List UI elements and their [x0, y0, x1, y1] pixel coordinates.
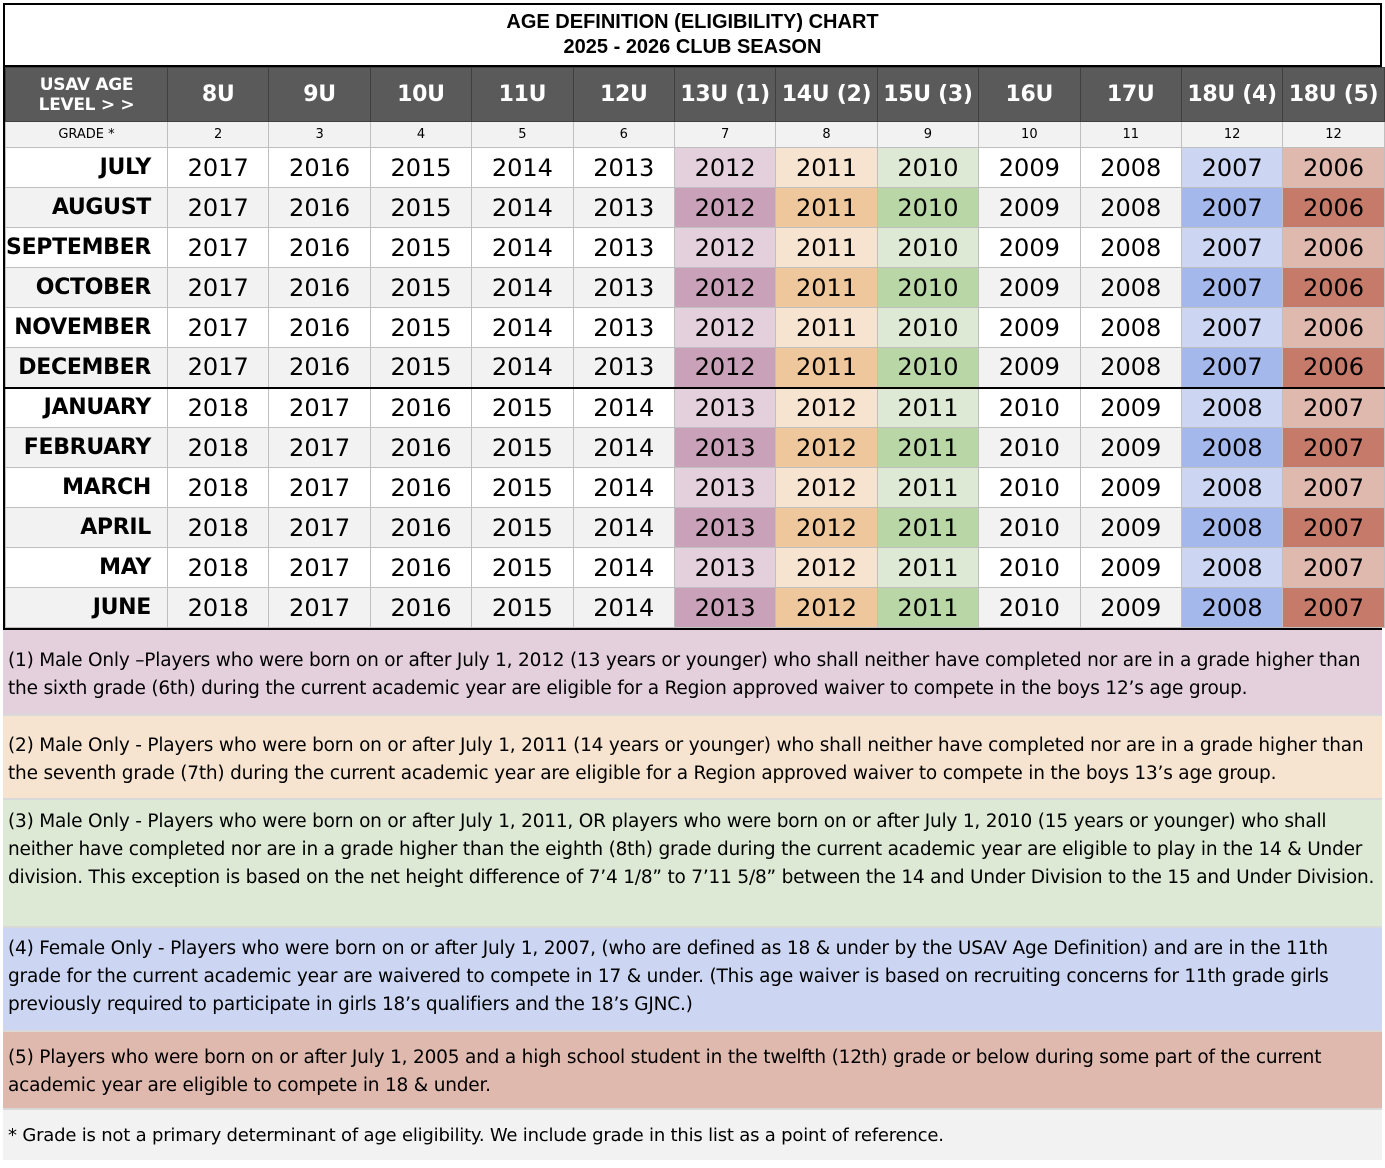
year-cell: 2010	[979, 428, 1080, 468]
year-cell: 2013	[674, 548, 775, 588]
year-cell: 2016	[370, 468, 471, 508]
grade-label: GRADE *	[6, 122, 168, 148]
year-cell: 2016	[269, 268, 370, 308]
chart-title	[3, 3, 1382, 67]
year-cell: 2012	[674, 268, 775, 308]
year-cell: 2009	[1080, 428, 1181, 468]
year-cell: 2014	[573, 468, 674, 508]
level-header: 16U	[979, 68, 1080, 122]
year-cell: 2007	[1283, 508, 1384, 548]
year-cell: 2011	[877, 468, 978, 508]
year-cell: 2016	[370, 388, 471, 428]
year-cell: 2013	[573, 188, 674, 228]
month-label: AUGUST	[6, 188, 168, 228]
year-cell: 2013	[674, 388, 775, 428]
level-header: 10U	[370, 68, 471, 122]
year-cell: 2008	[1080, 228, 1181, 268]
year-cell: 2011	[877, 508, 978, 548]
year-cell: 2008	[1080, 268, 1181, 308]
level-header: 17U	[1080, 68, 1181, 122]
year-cell: 2012	[776, 468, 877, 508]
age-table	[5, 67, 1385, 628]
year-cell: 2008	[1181, 468, 1282, 508]
year-cell: 2012	[674, 148, 775, 188]
grade-cell: 4	[370, 122, 471, 148]
year-cell: 2015	[472, 548, 573, 588]
note-15u: (3) Male Only - Players who were born on or after July 1, 2011, OR players who were born on or after July 1, 2010 (15 years or younger) who shall neither have completed nor are in a grade higher than the eighth (8th) grade during the current academic year are eligible to play in the 14 & Under division. This exception is based on the net height difference of 7’4 1/8” to 7’11 5/8” between the 14 and Under Division to the 15 and Under Division.	[3, 800, 1382, 928]
year-cell: 2009	[1080, 468, 1181, 508]
year-cell: 2009	[979, 188, 1080, 228]
month-label: JUNE	[6, 588, 168, 628]
notes-section	[3, 630, 1382, 1160]
level-header: 8U	[168, 68, 269, 122]
year-cell: 2009	[1080, 388, 1181, 428]
grade-cell: 2	[168, 122, 269, 148]
year-cell: 2014	[472, 268, 573, 308]
month-label: MAY	[6, 548, 168, 588]
year-cell: 2012	[776, 428, 877, 468]
header-row	[6, 68, 1385, 122]
grade-cell: 8	[776, 122, 877, 148]
year-cell: 2006	[1283, 228, 1384, 268]
year-cell: 2015	[370, 268, 471, 308]
year-cell: 2009	[1080, 588, 1181, 628]
year-cell: 2007	[1181, 268, 1282, 308]
year-cell: 2013	[674, 588, 775, 628]
year-cell: 2008	[1080, 188, 1181, 228]
year-cell: 2011	[877, 588, 978, 628]
year-cell: 2010	[877, 268, 978, 308]
title-line-2: 2025 - 2026 CLUB SEASON	[563, 36, 822, 58]
year-cell: 2010	[979, 388, 1080, 428]
month-label: MARCH	[6, 468, 168, 508]
year-cell: 2009	[1080, 508, 1181, 548]
year-cell: 2008	[1181, 428, 1282, 468]
year-cell: 2015	[472, 388, 573, 428]
year-cell: 2007	[1283, 468, 1384, 508]
year-cell: 2014	[472, 308, 573, 348]
year-cell: 2017	[269, 508, 370, 548]
year-cell: 2018	[168, 428, 269, 468]
year-cell: 2017	[168, 308, 269, 348]
month-label: APRIL	[6, 508, 168, 548]
year-cell: 2017	[269, 468, 370, 508]
year-cell: 2014	[472, 348, 573, 388]
month-row	[6, 468, 1385, 508]
year-cell: 2017	[168, 268, 269, 308]
year-cell: 2013	[573, 148, 674, 188]
month-label: NOVEMBER	[6, 308, 168, 348]
table-frame	[3, 67, 1382, 630]
grade-cell: 12	[1181, 122, 1282, 148]
year-cell: 2006	[1283, 148, 1384, 188]
year-cell: 2017	[168, 348, 269, 388]
year-cell: 2014	[573, 508, 674, 548]
month-row	[6, 308, 1385, 348]
year-cell: 2017	[269, 428, 370, 468]
year-cell: 2012	[674, 188, 775, 228]
year-cell: 2006	[1283, 308, 1384, 348]
year-cell: 2009	[979, 268, 1080, 308]
year-cell: 2008	[1080, 308, 1181, 348]
year-cell: 2009	[979, 348, 1080, 388]
grade-cell: 7	[674, 122, 775, 148]
year-cell: 2012	[674, 308, 775, 348]
year-cell: 2007	[1283, 548, 1384, 588]
age-level-label	[6, 68, 168, 122]
year-cell: 2011	[877, 548, 978, 588]
year-cell: 2017	[269, 548, 370, 588]
year-cell: 2017	[168, 188, 269, 228]
year-cell: 2013	[674, 508, 775, 548]
year-cell: 2010	[877, 228, 978, 268]
year-cell: 2017	[168, 228, 269, 268]
year-cell: 2012	[776, 508, 877, 548]
year-cell: 2011	[776, 148, 877, 188]
year-cell: 2015	[370, 148, 471, 188]
year-cell: 2007	[1181, 348, 1282, 388]
year-cell: 2011	[877, 388, 978, 428]
year-cell: 2008	[1080, 348, 1181, 388]
year-cell: 2006	[1283, 348, 1384, 388]
month-row	[6, 268, 1385, 308]
year-cell: 2007	[1283, 428, 1384, 468]
year-cell: 2016	[370, 548, 471, 588]
year-cell: 2011	[776, 268, 877, 308]
grade-cell: 11	[1080, 122, 1181, 148]
month-row	[6, 508, 1385, 548]
year-cell: 2009	[979, 148, 1080, 188]
year-cell: 2009	[979, 308, 1080, 348]
year-cell: 2007	[1181, 188, 1282, 228]
month-row	[6, 428, 1385, 468]
year-cell: 2006	[1283, 268, 1384, 308]
level-header: 13U (1)	[674, 68, 775, 122]
month-row	[6, 548, 1385, 588]
year-cell: 2008	[1181, 588, 1282, 628]
grade-cell: 12	[1283, 122, 1384, 148]
year-cell: 2010	[979, 468, 1080, 508]
note-18u: (5) Players who were born on or after July 1, 2005 and a high school student in the twelfth (12th) grade or below during some part of the current academic year are eligible to compete in 18 & under.	[3, 1032, 1382, 1110]
year-cell: 2018	[168, 588, 269, 628]
month-label: JULY	[6, 148, 168, 188]
year-cell: 2014	[573, 428, 674, 468]
year-cell: 2018	[168, 508, 269, 548]
year-cell: 2007	[1283, 588, 1384, 628]
grade-row	[6, 122, 1385, 148]
level-header: 9U	[269, 68, 370, 122]
year-cell: 2015	[472, 508, 573, 548]
year-cell: 2012	[674, 348, 775, 388]
month-label: DECEMBER	[6, 348, 168, 388]
year-cell: 2010	[979, 508, 1080, 548]
level-header: 12U	[573, 68, 674, 122]
year-cell: 2015	[472, 428, 573, 468]
year-cell: 2014	[472, 148, 573, 188]
note-18u-female: (4) Female Only - Players who were born on or after July 1, 2007, (who are defined as 18 & under by the USAV Age Definition) and are in the 11th grade for the current academic year are waivered to compete in 17 & under. (This age waiver is based on recruiting concerns for 11th grade girls previously required to participate in girls 18’s qualifiers and the 18’s GJNC.)	[3, 928, 1382, 1032]
grade-footnote: * Grade is not a primary determinant of age eligibility. We include grade in this list as a point of reference.	[3, 1110, 1382, 1160]
month-row	[6, 148, 1385, 188]
year-cell: 2009	[979, 228, 1080, 268]
year-cell: 2013	[573, 348, 674, 388]
month-row	[6, 348, 1385, 388]
year-cell: 2010	[877, 148, 978, 188]
year-cell: 2007	[1283, 388, 1384, 428]
year-cell: 2011	[776, 188, 877, 228]
year-cell: 2008	[1181, 548, 1282, 588]
year-cell: 2013	[674, 468, 775, 508]
year-cell: 2016	[370, 428, 471, 468]
year-cell: 2012	[776, 388, 877, 428]
year-cell: 2015	[370, 188, 471, 228]
year-cell: 2008	[1080, 148, 1181, 188]
year-cell: 2018	[168, 548, 269, 588]
age-level-label-line2: LEVEL > >	[38, 94, 135, 115]
year-cell: 2013	[573, 308, 674, 348]
grade-cell: 5	[472, 122, 573, 148]
eligibility-chart	[3, 3, 1382, 1160]
month-rows	[6, 148, 1385, 628]
year-cell: 2010	[877, 348, 978, 388]
year-cell: 2016	[370, 508, 471, 548]
grade-cell: 6	[573, 122, 674, 148]
month-label: OCTOBER	[6, 268, 168, 308]
year-cell: 2015	[370, 308, 471, 348]
year-cell: 2016	[269, 308, 370, 348]
year-cell: 2008	[1181, 508, 1282, 548]
year-cell: 2007	[1181, 228, 1282, 268]
year-cell: 2013	[573, 228, 674, 268]
year-cell: 2014	[573, 388, 674, 428]
year-cell: 2017	[269, 388, 370, 428]
year-cell: 2006	[1283, 188, 1384, 228]
note-13u: (1) Male Only –Players who were born on or after July 1, 2012 (13 years or younger) who shall neither have completed nor are in a grade higher than the sixth grade (6th) during the current academic year are eligible for a Region approved waiver to compete in the boys 12’s age group.	[3, 630, 1382, 716]
year-cell: 2018	[168, 388, 269, 428]
level-header: 11U	[472, 68, 573, 122]
year-cell: 2008	[1181, 388, 1282, 428]
year-cell: 2011	[877, 428, 978, 468]
year-cell: 2015	[370, 228, 471, 268]
year-cell: 2010	[979, 548, 1080, 588]
year-cell: 2012	[776, 548, 877, 588]
year-cell: 2013	[674, 428, 775, 468]
year-cell: 2015	[370, 348, 471, 388]
month-row	[6, 588, 1385, 628]
age-level-label-line1: USAV AGE	[39, 74, 134, 95]
year-cell: 2012	[776, 588, 877, 628]
year-cell: 2013	[573, 268, 674, 308]
year-cell: 2014	[472, 228, 573, 268]
year-cell: 2014	[472, 188, 573, 228]
month-label: JANUARY	[6, 388, 168, 428]
title-line-1: AGE DEFINITION (ELIGIBILITY) CHART	[506, 11, 879, 33]
month-label: SEPTEMBER	[6, 228, 168, 268]
year-cell: 2016	[269, 188, 370, 228]
level-header: 15U (3)	[877, 68, 978, 122]
level-header: 18U (4)	[1181, 68, 1282, 122]
year-cell: 2010	[979, 588, 1080, 628]
year-cell: 2012	[674, 228, 775, 268]
year-cell: 2016	[269, 348, 370, 388]
year-cell: 2014	[573, 548, 674, 588]
year-cell: 2015	[472, 468, 573, 508]
year-cell: 2016	[370, 588, 471, 628]
grade-cell: 3	[269, 122, 370, 148]
year-cell: 2014	[573, 588, 674, 628]
year-cell: 2010	[877, 308, 978, 348]
year-cell: 2016	[269, 228, 370, 268]
year-cell: 2007	[1181, 308, 1282, 348]
month-row	[6, 188, 1385, 228]
year-cell: 2009	[1080, 548, 1181, 588]
grade-cell: 10	[979, 122, 1080, 148]
month-label: FEBRUARY	[6, 428, 168, 468]
year-cell: 2007	[1181, 148, 1282, 188]
year-cell: 2010	[877, 188, 978, 228]
month-row	[6, 388, 1385, 428]
year-cell: 2015	[472, 588, 573, 628]
note-14u: (2) Male Only - Players who were born on or after July 1, 2011 (14 years or younger) who shall neither have completed nor are in a grade higher than the seventh grade (7th) during the current academic year are eligible for a Region approved waiver to compete in the boys 13’s age group.	[3, 716, 1382, 800]
year-cell: 2017	[168, 148, 269, 188]
year-cell: 2011	[776, 228, 877, 268]
year-cell: 2011	[776, 348, 877, 388]
level-header: 18U (5)	[1283, 68, 1384, 122]
year-cell: 2011	[776, 308, 877, 348]
year-cell: 2017	[269, 588, 370, 628]
year-cell: 2016	[269, 148, 370, 188]
level-header: 14U (2)	[776, 68, 877, 122]
grade-cell: 9	[877, 122, 978, 148]
month-row	[6, 228, 1385, 268]
year-cell: 2018	[168, 468, 269, 508]
